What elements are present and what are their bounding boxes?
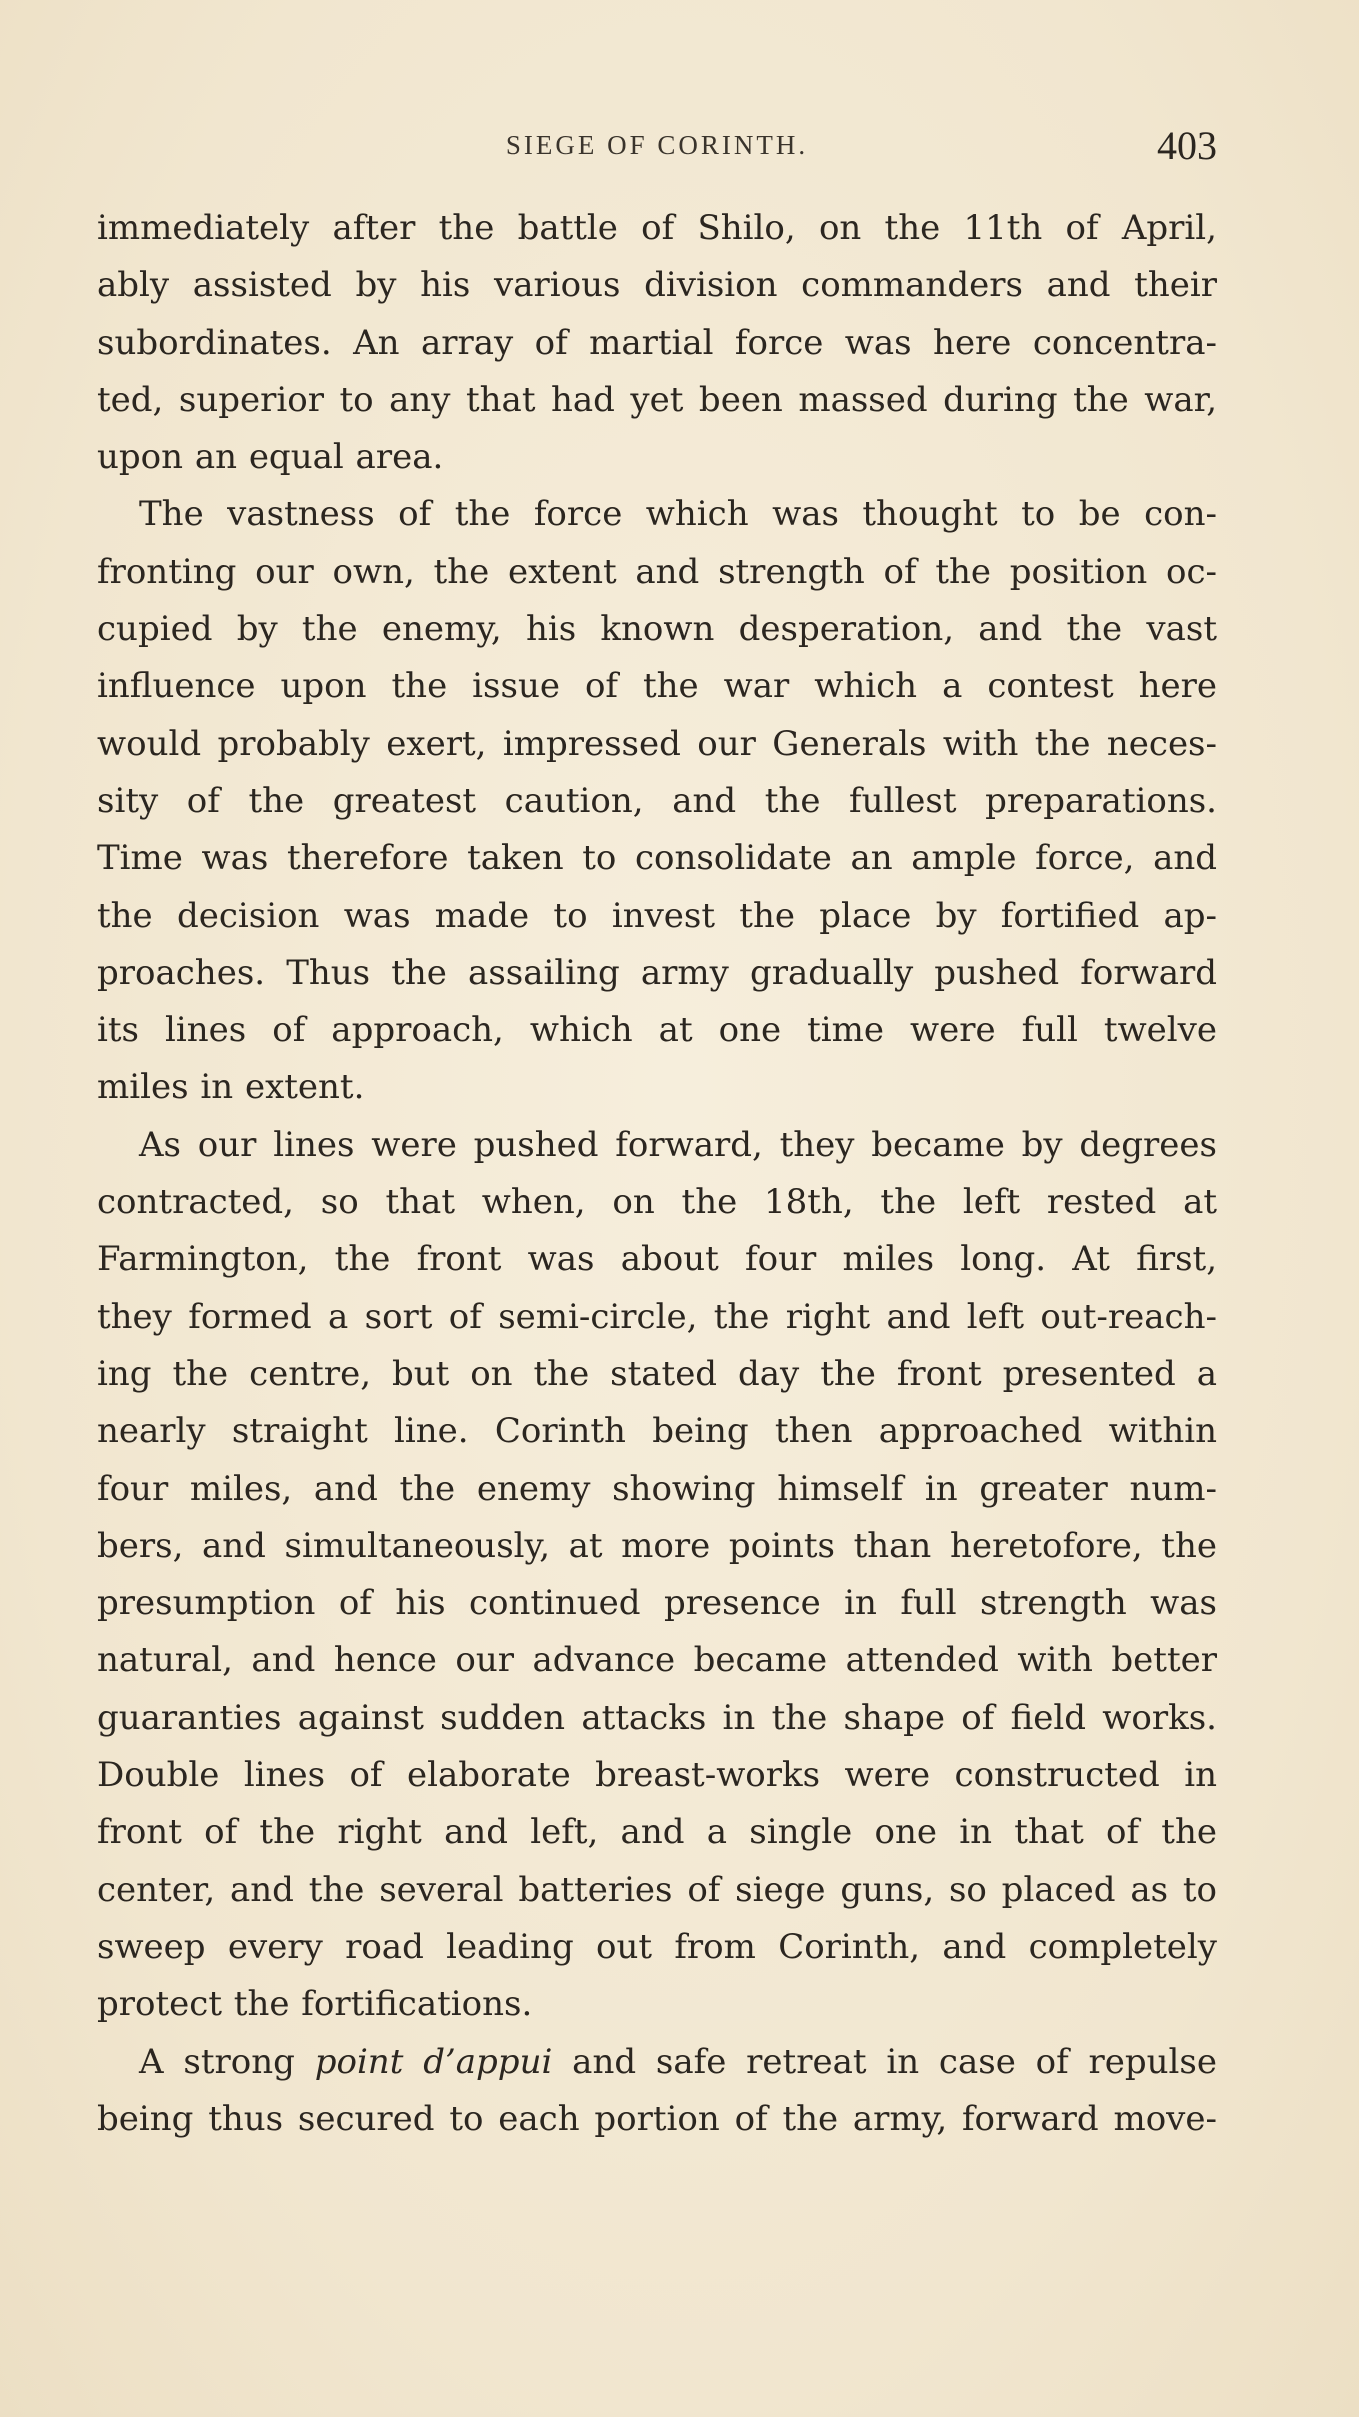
- text-line: subordinates. An array of martial force was here concentra-: [97, 322, 1217, 363]
- text-line: presumption of his continued presence in full strength was: [97, 1583, 1217, 1624]
- text-line: center, and the several batteries of siege guns, so placed as to: [97, 1869, 1217, 1910]
- text-line: As our lines were pushed forward, they became by degrees: [139, 1124, 1217, 1165]
- text-line: ing the centre, but on the stated day the front presented a: [97, 1353, 1217, 1394]
- text-line: miles in extent.: [97, 1067, 365, 1108]
- text-line: ted, superior to any that had yet been massed during the war,: [97, 379, 1217, 420]
- text-line: protect the fortifications.: [97, 1984, 533, 2025]
- text-line: being thus secured to each portion of the army, forward move-: [97, 2098, 1217, 2139]
- text-line: they formed a sort of semi-circle, the right and left out-reach-: [97, 1296, 1217, 1337]
- text-line: cupied by the enemy, his known desperation, and the vast: [97, 609, 1217, 650]
- text-line: nearly straight line. Corinth being then approached within: [97, 1411, 1217, 1452]
- body-text: [97, 200, 1217, 2148]
- text-line: contracted, so that when, on the 18th, the left rested at: [97, 1182, 1217, 1223]
- text-line: ably assisted by his various division commanders and their: [97, 265, 1217, 306]
- text-line: Farmington, the front was about four miles long. At first,: [97, 1239, 1217, 1280]
- italic-phrase: point d’appui: [314, 2041, 553, 2082]
- text-run: A strong: [139, 2041, 315, 2082]
- text-line: proaches. Thus the assailing army gradually pushed forward: [97, 952, 1217, 993]
- text-line: influence upon the issue of the war which a contest here: [97, 666, 1217, 707]
- paragraph-1: [97, 200, 1217, 486]
- paragraph-2: [97, 486, 1217, 1116]
- paragraph-3: [97, 1117, 1217, 2034]
- text-line: natural, and hence our advance became attended with better: [97, 1640, 1217, 1681]
- text-line: bers, and simultaneously, at more points than heretofore, the: [97, 1525, 1217, 1566]
- text-line: guaranties against sudden attacks in the shape of field works.: [97, 1697, 1217, 1738]
- text-run: and safe retreat in case of repulse: [552, 2041, 1217, 2082]
- text-line: its lines of approach, which at one time were full twelve: [97, 1010, 1217, 1051]
- text-line: the decision was made to invest the place by fortified ap-: [97, 895, 1217, 936]
- text-line: immediately after the battle of Shilo, on the 11th of April,: [97, 208, 1217, 248]
- text-line: Time was therefore taken to consolidate an ample force, and: [97, 838, 1217, 879]
- running-head: [97, 122, 1217, 172]
- text-line: front of the right and left, and a single one in that of the: [97, 1812, 1217, 1853]
- text-line: four miles, and the enemy showing himself in greater num-: [97, 1468, 1217, 1509]
- running-title: SIEGE OF CORINTH.: [505, 130, 809, 160]
- paragraph-4: [97, 2034, 1217, 2149]
- text-line: upon an equal area.: [97, 437, 444, 478]
- text-line: sity of the greatest caution, and the fullest preparations.: [97, 780, 1217, 821]
- text-line: sweep every road leading out from Corinth, and completely: [97, 1926, 1217, 1967]
- text-line: would probably exert, impressed our Generals with the neces-: [97, 723, 1217, 764]
- text-line: Double lines of elaborate breast-works were constructed in: [97, 1755, 1217, 1796]
- text-line: fronting our own, the extent and strength of the position oc-: [97, 551, 1217, 592]
- text-line: The vastness of the force which was thought to be con-: [139, 494, 1217, 535]
- text-line-rich: [97, 2034, 1217, 2091]
- page-number: 403: [1157, 123, 1217, 168]
